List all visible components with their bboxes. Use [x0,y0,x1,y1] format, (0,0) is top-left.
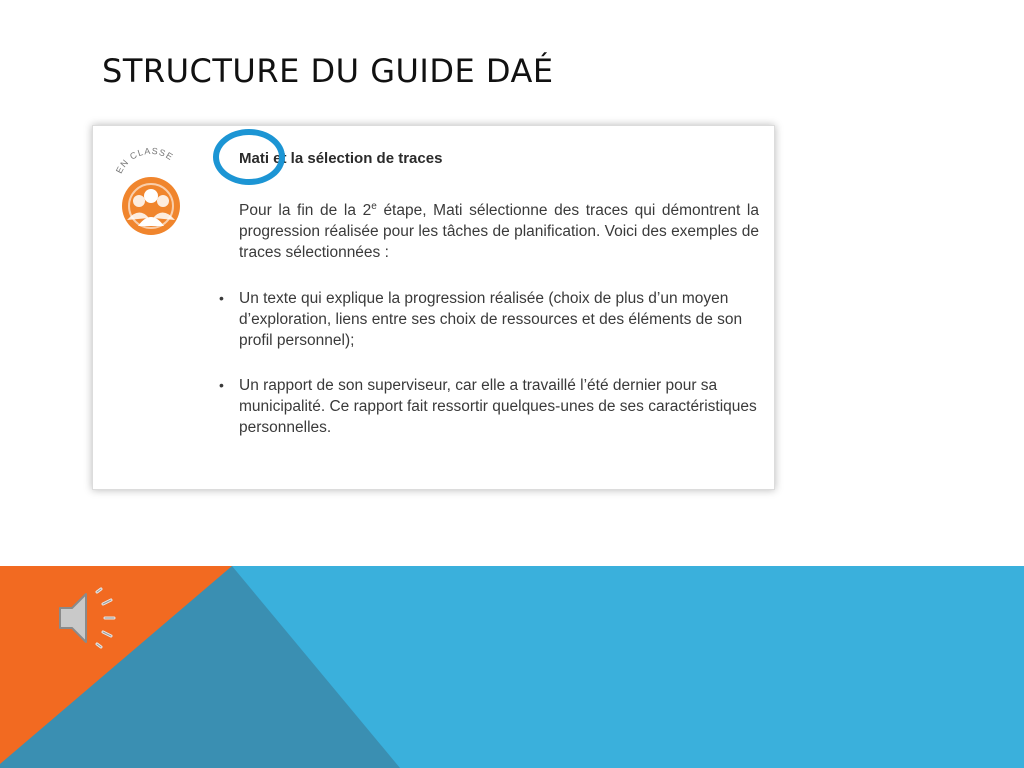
heading-rest: et la sélection de traces [273,150,443,167]
bullet-icon: • [219,377,224,393]
footer-decoration [0,566,1024,768]
heading-name: Mati [239,150,269,167]
list-item: • Un rapport de son superviseur, car elle a travaillé l’été dernier pour sa municipalité. Ce rapport fait ressortir quelques-unes de ses caractéristiques personnelles. [219,377,757,436]
excerpt-bullet-list [219,288,759,462]
excerpt-paragraph: Pour la fin de la 2e étape, Mati sélectionne des traces qui démontrent la progression réalisée pour les tâches de planification. Voici des exemples de traces sélectionnées : [239,200,759,261]
highlight-circle [213,129,285,185]
bullet-icon: • [219,290,224,306]
svg-text:EN CLASSE: EN CLASSE [113,146,176,176]
document-excerpt-image [92,125,775,490]
slide-title: STRUCTURE DU GUIDE DAÉ [102,52,554,90]
speaker-icon[interactable] [56,586,126,650]
en-classe-badge-icon [111,146,191,236]
list-item: • Un texte qui explique la progression réalisée (choix de plus d’un moyen d’exploration, liens entre ses choix de ressources et des éléments de son profil personnel); [219,290,743,349]
